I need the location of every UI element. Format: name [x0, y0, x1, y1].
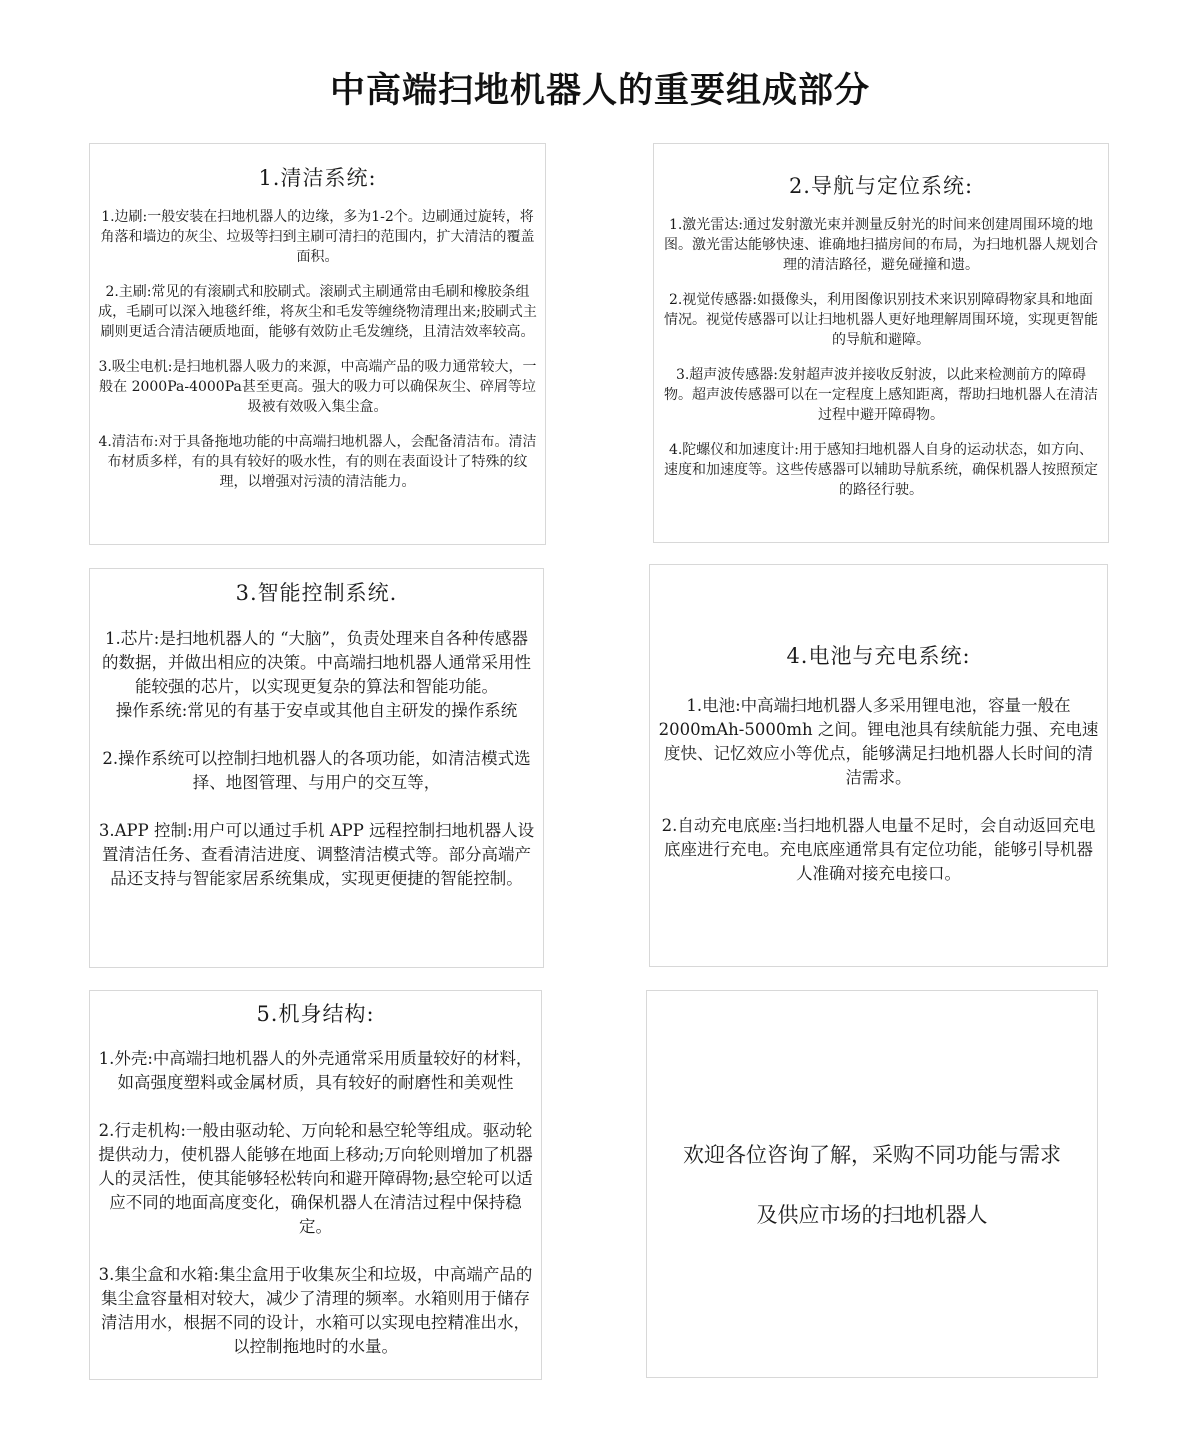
section-paragraph: 4.陀螺仪和加速度计:用于感知扫地机器人自身的运动状态，如方向、速度和加速度等。这些传感器可以辅助导航系统，确保机器人按照预定的路径行驶。 — [664, 442, 1098, 498]
section-paragraph: 2.行走机构:一般由驱动轮、万向轮和悬空轮等组成。驱动轮提供动力，使机器人能够在地面上移动;万向轮则增加了机器人的灵活性，使其能够轻松转向和避开障碍物;悬空轮可以适应不同的地面高度变化，确保机器人在清洁过程中保持稳定。 — [98, 1121, 533, 1236]
section-paragraph: 3.集尘盒和水箱:集尘盒用于收集灰尘和垃圾，中高端产品的集尘盒容量相对较大，减少了清理的频率。水箱则用于储存清洁用水，根据不同的设计，水箱可以实现电控精准出水，以控制拖地时的水量。 — [98, 1265, 533, 1356]
section-heading: 5.机身结构: — [256, 1002, 375, 1026]
section-paragraph: 2.视觉传感器:如摄像头，利用图像识别技术来识别障碍物家具和地面情况。视觉传感器可以让扫地机器人更好地理解周围环境，实现更智能的导航和避障。 — [664, 292, 1098, 348]
closing-line: 及供应市场的扫地机器人 — [756, 1203, 988, 1227]
section-heading: 4.电池与充电系统: — [786, 644, 971, 668]
section-paragraph: 1.激光雷达:通过发射激光束并测量反射光的时间来创建周围环境的地图。激光雷达能够快速、谁确地扫描房间的布局，为扫地机器人规划合理的清洁路径，避免碰撞和遗。 — [664, 217, 1098, 273]
smart-control-system-card — [89, 568, 544, 968]
section-heading: 1.清洁系统: — [258, 166, 377, 190]
closing-line: 欢迎各位咨询了解，采购不同功能与需求 — [683, 1143, 1061, 1167]
section-paragraph: 2.主刷:常见的有滚刷式和胶刷式。滚刷式主刷通常由毛刷和橡胶条组成，毛刷可以深入地毯纤维，将灰尘和毛发等缠绕物清理出来;胶刷式主刷则更适合清洁硬质地面，能够有效防止毛发缠绕，且清洁效率较高。 — [98, 284, 537, 340]
page-title: 中高端扫地机器人的重要组成部分 — [329, 71, 870, 112]
battery-charging-system-card — [649, 564, 1108, 967]
section-paragraph: 1.芯片:是扫地机器人的 “大脑”，负责处理来自各种传感器的数据，并做出相应的决策。中高端扫地机器人通常采用性能较强的芯片，以实现更复杂的算法和智能功能。 — [102, 629, 531, 696]
section-paragraph: 3.超声波传感器:发射超声波并接收反射波，以此来检测前方的障碍物。超声波传感器可以在一定程度上感知距离，帮助扫地机器人在清洁过程中避开障碍物。 — [664, 367, 1098, 423]
body-structure-card — [89, 990, 542, 1380]
section-paragraph: 操作系统:常见的有基于安卓或其他自主研发的操作系统 — [115, 701, 518, 720]
section-paragraph: 1.电池:中高端扫地机器人多采用锂电池，容量一般在2000mAh-5000mh 之间。锂电池具有续航能力强、充电速度快、记忆效应小等优点，能够满足扫地机器人长时间的清洁需求。 — [658, 696, 1099, 787]
cleaning-system-card — [89, 143, 546, 545]
section-paragraph: 1.边刷:一般安装在扫地机器人的边缘，多为1-2个。边刷通过旋转，将角落和墙边的灰尘、垃圾等扫到主刷可清扫的范围内，扩大清洁的覆盖面积。 — [100, 209, 535, 265]
section-paragraph: 2.操作系统可以控制扫地机器人的各项功能，如清洁模式选择、地图管理、与用户的交互等， — [102, 749, 531, 792]
section-paragraph: 3.吸尘电机:是扫地机器人吸力的来源，中高端产品的吸力通常较大，一般在 2000Pa-4000Pa甚至更高。强大的吸力可以确保灰尘、碎屑等垃圾被有效吸入集尘盒。 — [98, 359, 537, 415]
closing-message-card — [646, 990, 1098, 1378]
section-paragraph: 1.外壳:中高端扫地机器人的外壳通常采用质量较好的材料，如高强度塑料或金属材质，具有较好的耐磨性和美观性 — [98, 1049, 533, 1092]
section-heading: 2.导航与定位系统: — [788, 174, 974, 198]
navigation-system-card — [653, 143, 1109, 543]
section-paragraph: 3.APP 控制:用户可以通过手机 APP 远程控制扫地机器人设置清洁任务、查看清洁进度、调整清洁模式等。部分高端产品还支持与智能家居系统集成，实现更便捷的智能控制。 — [98, 821, 535, 888]
section-paragraph: 4.清洁布:对于具备拖地功能的中高端扫地机器人，会配备清洁布。清洁布材质多样，有的具有较好的吸水性，有的则在表面设计了特殊的纹理，以增强对污渍的清洁能力。 — [98, 434, 537, 490]
section-paragraph: 2.自动充电底座:当扫地机器人电量不足时，会自动返回充电底座进行充电。充电底座通常具有定位功能，能够引导机器人准确对接充电接口。 — [661, 816, 1096, 883]
section-heading: 3.智能控制系统. — [235, 581, 398, 605]
